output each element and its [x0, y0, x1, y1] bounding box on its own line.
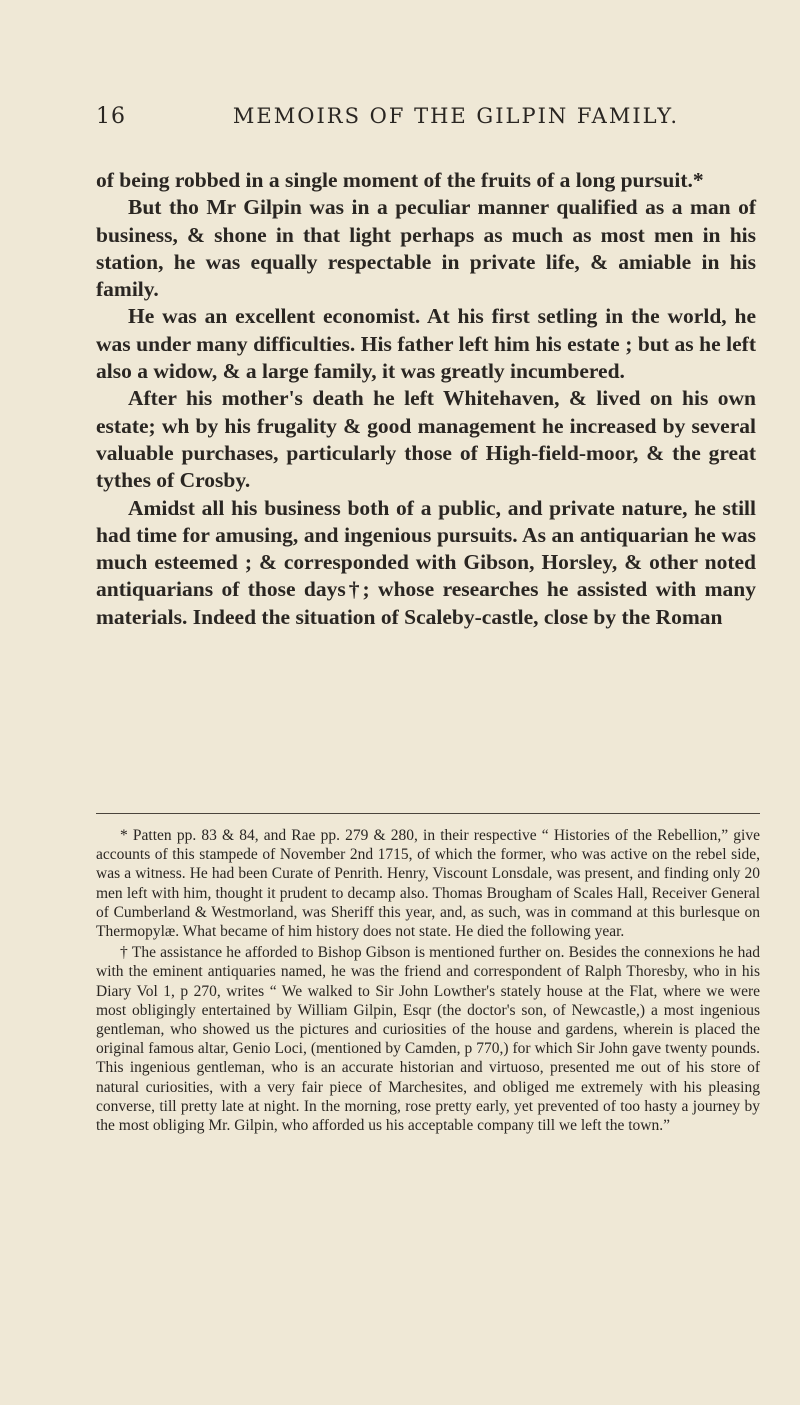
- paragraph: Amidst all his business both of a public, and private nature, he still had time for amusing, and ingenious pursuits. As an antiquarian he was much esteemed ; & corresponded with Gibson, Horsley, & other noted antiquarians of those days†; whose researches he assisted with many materials. Indeed the situation of Scaleby-castle, close by the Roman: [96, 495, 756, 629]
- footnote-divider: [96, 813, 760, 814]
- paragraph: But tho Mr Gilpin was in a peculiar manner qualified as a man of business, & shone in that light perhaps as much as most men in his station, he was equally respectable in private life, & amiable in his family.: [96, 195, 756, 302]
- footnote: † The assistance he afforded to Bishop Gibson is mentioned further on. Besides the connexions he had with the eminent antiquaries named, he was the friend and correspondent of Ralph Thoresby, who in his Diary Vol 1, p 270, writes “ We walked to Sir John Lowther's stately house at the Flat, where we were most obligingly entertained by William Gilpin, Esqr (the doctor's son, of Newcastle,) a most ingenious gentleman, who showed us the pictures and curiosities of the house and gardens, wherein is placed the original famous altar, Genio Loci, (mentioned by Camden, p 770,) for which Sir John gave twenty pounds. This ingenious gentleman, who is an accurate historian and virtuoso, presented me out of his store of natural curiosities, with a very fair piece of Marchesites, and obliged me extremely with his pleasing converse, till pretty late at night. In the morning, rose pretty early, yet prevented of too hasty a journey by the most obliging Mr. Gilpin, who afforded us his acceptable company till we left the town.”: [96, 944, 760, 1135]
- running-title: MEMOIRS OF THE GILPIN FAMILY.: [232, 104, 680, 128]
- main-text: [96, 167, 756, 631]
- footnotes: [96, 826, 760, 1137]
- paragraph: He was an excellent economist. At his first setling in the world, he was under many difficulties. His father left him his estate ; but as he left also a widow, & a large family, it was greatly incumbered.: [96, 304, 756, 384]
- page-number: 16: [96, 104, 126, 129]
- paragraph: After his mother's death he left Whitehaven, & lived on his own estate; wh by his frugality & good management he increased by several valuable purchases, particularly those of High-field-moor, & the great tythes of Crosby.: [96, 386, 756, 493]
- paragraph: of being robbed in a single moment of the fruits of a long pursuit.*: [96, 168, 704, 192]
- page-header: [96, 104, 736, 134]
- footnote: * Patten pp. 83 & 84, and Rae pp. 279 & 280, in their respective “ Histories of the Rebellion,” give accounts of this stampede of November 2nd 1715, of which the former, who was active on the rebel side, was a witness. He had been Curate of Penrith. Henry, Viscount Lonsdale, was present, and finding only 20 men left with him, thought it prudent to decamp also. Thomas Brougham of Scales Hall, Receiver General of Cumberland & Westmorland, was Sheriff this year, and, as such, was in command at this burlesque on Thermopylæ. What became of him history does not state. He died the following year.: [96, 827, 760, 941]
